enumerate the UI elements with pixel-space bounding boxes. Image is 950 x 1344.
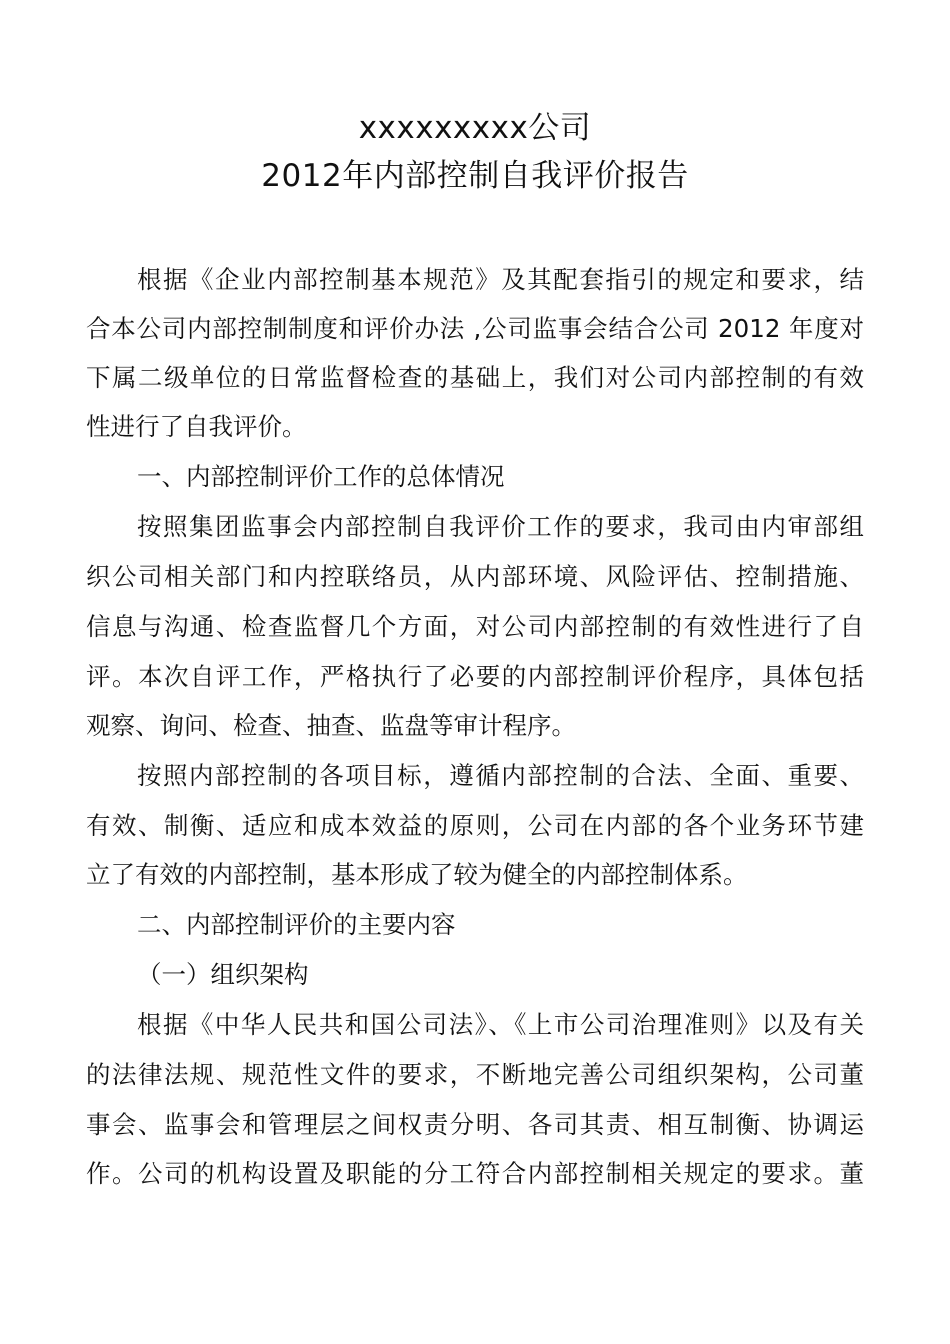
paragraph-line: 信息与沟通、检查监督几个方面，对公司内部控制的有效性进行了自 [86, 612, 864, 641]
paragraph-line: 织公司相关部门和内控联络员，从内部环境、风险评估、控制措施、 [86, 562, 864, 591]
paragraph-line: 有效、制衡、适应和成本效益的原则，公司在内部的各个业务环节建 [86, 811, 864, 840]
company-title: xxxxxxxxx公司 [358, 110, 592, 146]
paragraph-line: 立了有效的内部控制，基本形成了较为健全的内部控制体系。 [86, 860, 748, 889]
subsection-heading: （一）组织架构 [137, 960, 309, 989]
section-heading: 一、内部控制评价工作的总体情况 [137, 462, 505, 491]
paragraph-line: 事会、监事会和管理层之间权责分明、各司其责、相互制衡、协调运 [86, 1110, 864, 1139]
paragraph-line: 按照内部控制的各项目标，遵循内部控制的合法、全面、重要、 [137, 761, 864, 790]
report-title: 2012年内部控制自我评价报告 [261, 158, 689, 194]
paragraph-line: 下属二级单位的日常监督检查的基础上，我们对公司内部控制的有效 [86, 363, 864, 392]
paragraph-line: 性进行了自我评价。 [86, 412, 307, 441]
paragraph-line: 评。本次自评工作，严格执行了必要的内部控制评价程序，具体包括 [86, 662, 864, 691]
section-heading: 二、内部控制评价的主要内容 [137, 910, 456, 939]
paragraph-line: 的法律法规、规范性文件的要求，不断地完善公司组织架构，公司董 [86, 1060, 864, 1089]
paragraph-line: 观察、询问、检查、抽查、监盘等审计程序。 [86, 711, 576, 740]
paragraph-line: 根据《中华人民共和国公司法》、《上市公司治理准则》以及有关 [137, 1010, 864, 1039]
paragraph-line: 合本公司内部控制制度和评价办法 ,公司监事会结合公司 2012 年度对 [86, 314, 864, 343]
paragraph-line: 按照集团监事会内部控制自我评价工作的要求，我司由内审部组 [137, 512, 864, 541]
paragraph-line: 作。公司的机构设置及职能的分工符合内部控制相关规定的要求。董 [86, 1159, 864, 1188]
paragraph-line: 根据《企业内部控制基本规范》及其配套指引的规定和要求，结 [137, 265, 864, 294]
